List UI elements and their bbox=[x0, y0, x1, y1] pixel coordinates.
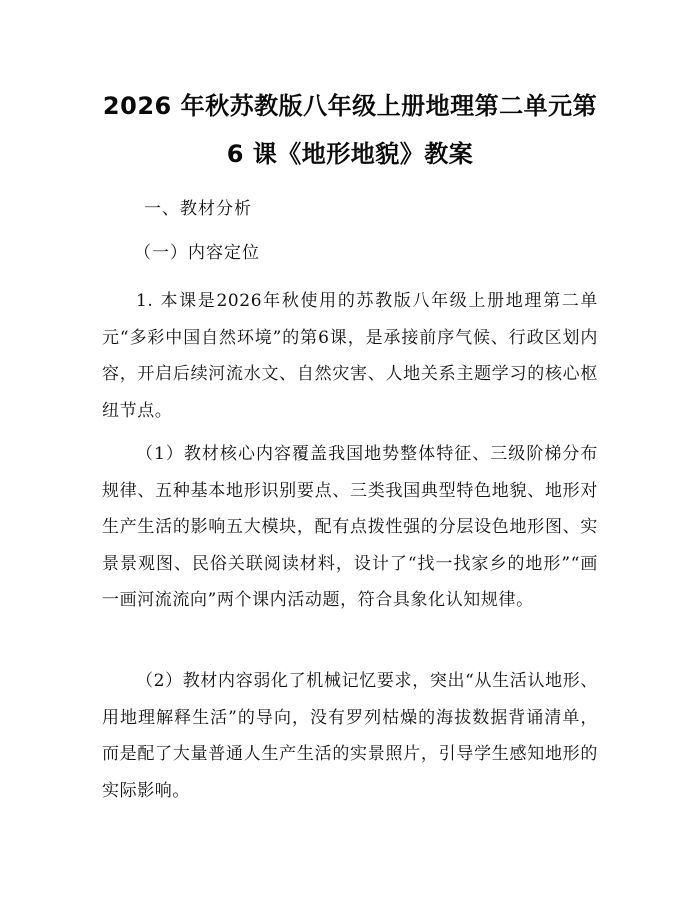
paragraph-2: （1）教材核心内容覆盖我国地势整体特征、三级阶梯分布规律、五种基本地形识别要点、三类我国典型特色地貌、地形对生产生活的影响五大模块，配有点拨性强的分层设色地形图、实景景观图、民俗关联阅读材料，设计了“找一找家乡的地形”“画一画河流流向”两个课内活动题，符合具象化认知规律。 bbox=[102, 444, 598, 610]
section-heading-textbook-analysis: 一、教材分析 bbox=[144, 199, 252, 219]
paragraph-3: （2）教材内容弱化了机械记忆要求，突出“从生活认地形、用地理解释生活”的导向，没有罗列枯燥的海拔数据背诵清单，而是配了大量普通人生产生活的实景照片，引导学生感知地形的实际影响。 bbox=[102, 671, 598, 801]
document-title-line-2: 6 课《地形地貌》教案 bbox=[226, 140, 474, 168]
subsection-heading-content-positioning: （一）内容定位 bbox=[134, 243, 260, 263]
document-title-line-1: 2026 年秋苏教版八年级上册地理第二单元第 bbox=[102, 92, 598, 120]
paragraph-1: 1. 本课是2026年秋使用的苏教版八年级上册地理第二单元“多彩中国自然环境”的第6课，是承接前序气候、行政区划内容，开启后续河流水文、自然灾害、人地关系主题学习的核心枢纽节点。 bbox=[102, 291, 598, 421]
